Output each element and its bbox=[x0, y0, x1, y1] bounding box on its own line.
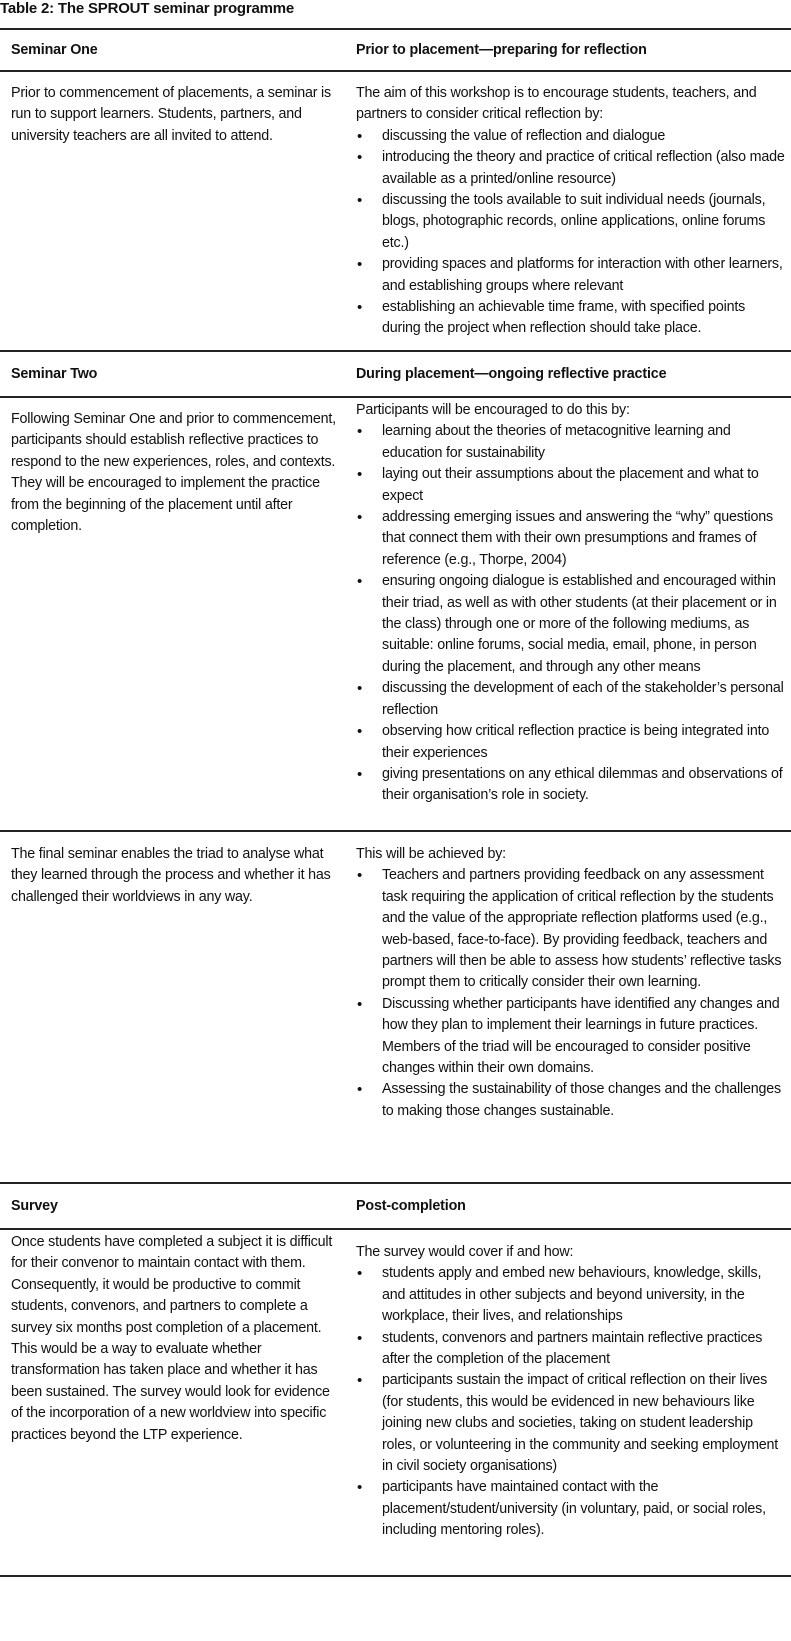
details-intro: This will be achieved by: bbox=[356, 846, 506, 862]
details-intro: The survey would cover if and how: bbox=[356, 1244, 574, 1260]
list-item: • Teachers and partners providing feedback on any assessment task requiring the application of critical reflection by the students and the value of the appropriate reflection platforms used (e.g., web-based, face-to-face). By providing feedback, teachers and partners will then be able to assess how students’ reflective tasks prompt them to critically consider their own learning. bbox=[356, 865, 785, 993]
description-text: Once students have completed a subject it is difficult for their convenor to maintain contact with them. Consequently, it would be productive to commit students, convenors, and partners to complete a survey six months post completion of a placement. This would be a way to evaluate whether transformation has taken place and whether it has been sustained. The survey would look for evidence of the incorporation of a new worldview into specific practices beyond the LTP experience. bbox=[11, 1234, 333, 1443]
section-phase: Post-completion bbox=[356, 1198, 466, 1214]
section-body-survey bbox=[0, 1230, 791, 1575]
section-header-seminar-two bbox=[0, 352, 791, 396]
list-item: • giving presentations on any ethical dilemmas and observations of their organisation’s role in society. bbox=[356, 764, 785, 807]
section-header-seminar-one bbox=[0, 30, 791, 70]
details-list bbox=[356, 865, 785, 1122]
list-item: • establishing an achievable time frame, with specified points during the project when reflection should take place. bbox=[356, 297, 785, 340]
list-item: • learning about the theories of metacognitive learning and education for sustainability bbox=[356, 421, 785, 464]
list-item: • participants have maintained contact with the placement/student/university (in voluntary, paid, or social roles, including mentoring roles). bbox=[356, 1477, 785, 1541]
description-text: The final seminar enables the triad to analyse what they learned through the process and whether it has challenged their worldviews in any way. bbox=[11, 846, 331, 905]
list-item: • ensuring ongoing dialogue is established and encouraged within their triad, as well as with other students (at their placement or in the class) through one or more of the following mediums, as suitable: online forums, social media, email, phone, in person during the placement, and through any other means bbox=[356, 571, 785, 678]
section-title: Seminar One bbox=[11, 42, 98, 58]
section-description bbox=[0, 400, 340, 830]
section-phase: Prior to placement—preparing for reflection bbox=[356, 42, 647, 58]
list-item: • discussing the development of each of the stakeholder’s personal reflection bbox=[356, 678, 785, 721]
list-item: • addressing emerging issues and answering the “why” questions that connect them with their own presumptions and frames of reference (e.g., Thorpe, 2004) bbox=[356, 507, 785, 571]
list-item: • observing how critical reflection practice is being integrated into their experiences bbox=[356, 721, 785, 764]
description-text: Following Seminar One and prior to commencement, participants should establish reflective practices to respond to the new experiences, roles, and contexts. They will be encouraged to implement the practice from the beginning of the placement until after completion. bbox=[11, 411, 336, 535]
details-intro: The aim of this workshop is to encourage students, teachers, and partners to consider critical reflection by: bbox=[356, 85, 757, 123]
details-intro: Participants will be encouraged to do this by: bbox=[356, 402, 630, 418]
list-item: • students apply and embed new behaviours, knowledge, skills, and attitudes in other subjects and beyond university, in the workplace, their lives, and relationships bbox=[356, 1263, 785, 1327]
list-item: • introducing the theory and practice of critical reflection (also made available as a printed/online resource) bbox=[356, 147, 785, 190]
section-details bbox=[340, 1232, 791, 1575]
list-item: • Discussing whether participants have identified any changes and how they plan to implement their learnings in future practices. Members of the triad will be encouraged to consider positive changes within their own domains. bbox=[356, 994, 785, 1080]
section-description bbox=[0, 844, 340, 1182]
section-body-final-seminar bbox=[0, 832, 791, 1182]
list-item: • participants sustain the impact of critical reflection on their lives (for students, this would be evidenced in new behaviours like joining new clubs and societies, taking on student leadership roles, or volunteering in the community and seeking employment in civil society organisations) bbox=[356, 1370, 785, 1477]
list-item: • Assessing the sustainability of those changes and the challenges to making those changes sustainable. bbox=[356, 1079, 785, 1122]
section-details bbox=[340, 844, 791, 1182]
description-text: Prior to commencement of placements, a seminar is run to support learners. Students, partners, and university teachers are all invited to attend. bbox=[11, 85, 331, 144]
details-list bbox=[356, 126, 785, 340]
list-item: • discussing the value of reflection and dialogue bbox=[356, 126, 785, 147]
section-title: Survey bbox=[11, 1198, 58, 1214]
section-phase: During placement—ongoing reflective practice bbox=[356, 366, 667, 382]
section-header-survey bbox=[0, 1184, 791, 1228]
list-item: • students, convenors and partners maintain reflective practices after the completion of the placement bbox=[356, 1328, 785, 1371]
section-body-seminar-two bbox=[0, 398, 791, 830]
details-list bbox=[356, 1263, 785, 1541]
list-item: • providing spaces and platforms for interaction with other learners, and establishing groups where relevant bbox=[356, 254, 785, 297]
list-item: • laying out their assumptions about the placement and what to expect bbox=[356, 464, 785, 507]
details-list bbox=[356, 421, 785, 806]
section-details bbox=[340, 83, 791, 350]
section-description bbox=[0, 1232, 340, 1575]
list-item: • discussing the tools available to suit individual needs (journals, blogs, photographic records, online applications, online forums etc.) bbox=[356, 190, 785, 254]
section-details bbox=[340, 400, 791, 830]
table-caption: Table 2: The SPROUT seminar programme bbox=[0, 0, 295, 17]
seminar-programme-table bbox=[0, 28, 791, 1577]
section-body-seminar-one bbox=[0, 72, 791, 350]
section-description bbox=[0, 83, 340, 350]
table-rule bbox=[0, 1575, 791, 1577]
section-title: Seminar Two bbox=[11, 366, 98, 382]
